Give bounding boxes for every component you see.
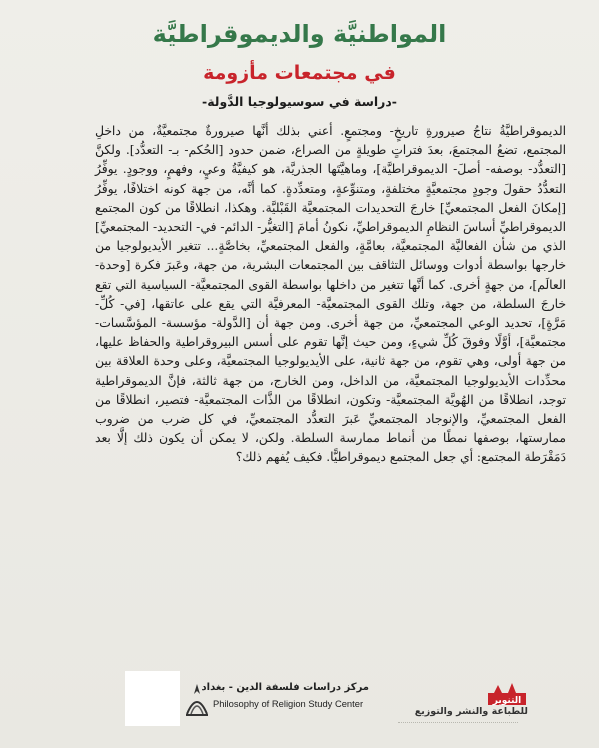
study-center-name-english: Philosophy of Religion Study Center [213, 698, 364, 709]
study-center-name-arabic: مركز دراسات فلسفة الدين - بغداد [201, 682, 369, 693]
publisher-divider [398, 722, 518, 727]
book-tagline: -دراسة في سوسيولوجيا الدَّولة- [202, 94, 397, 109]
book-subtitle: في مجتمعات مأزومة [203, 62, 396, 84]
publisher-logo-icon [488, 683, 526, 707]
book-title: المواطنيَّة والديموقراطيَّة [152, 20, 447, 48]
publisher-name: للطباعة والنشر والتوزيع [414, 706, 528, 717]
barcode-placeholder [125, 671, 180, 726]
publisher-logo-text: التنوير [492, 696, 522, 706]
back-cover-blurb: الديموقراطيَّةُ نتاجُ صيرورةِ تاريخٍ- ومجتمعٍ. أعني بذلك أنَّها صيرورةٌ مجتمعيَّةٌ، من داخلِ المجتمع، تضعُ المجتمعَ، بعدَ فتراتٍ طويلةٍ من الصراع، ضمن حدود [الحُكم- بـ- التعدُّد]. ولكنَّ [التعدُّد- بوصفه- أصلَ- الديموقراطيَّة]، وماهيَّتَها الجذريَّة، هو كيفيَّةُ وعيٍ، وفهمٍ، ووجودٍ. يوفِّرُ التعدُّدُ حقولَ وجودٍ مجتمعيَّةٍ مختلفةٍ، ومتنوِّعةٍ، ومتعدِّدةٍ. كما أنَّه، من جهة كونه اختلافًا، يوفِّرُ [إمكانَ الفعل المجتمعيِّ] خارجَ التحديدات المجتمعيَّة القَبْليَّة. وهكذا، انطلاقًا من كون المجتمع الديموقراطيِّ أساسَ النظامِ الديموقراطيِّ، نكونُ أمامَ [التغيُّر- الدائم- في- التحديد- المجتمعيِّ] الذي من شأن الفعاليَّة المجتمعيَّة، بعامَّةٍ، والفعل المجتمعيِّ، بخاصَّةٍ... تتغير الأيديولوجيا من خارجها بواسطة أدوات ووسائل التثاقف بين المجتمعات البشرية، من جهة، وعَبرَ فكرة [وحدة- العالَم]، من جهةٍ أخرى. كما أنَّها تتغير من داخلها بواسطة القوى المجتمعيَّة- السياسية التي تقع خارجَ السلطة، من جهة، وتلك القوى المجتمعيَّة- المعرفيَّة التي يقع على عاتقها، [في- كُلِّ- مَرَّةٍ]، تحديد الوعي المجتمعيِّ، من جهة أخرى. ومن جهة أن [الدَّولة- مؤسسة- المؤسَّسات- مجتمعيَّة]، أوَّلًا وفوقَ كُلِّ شيءٍ، ومن حيث إنَّها تقوم على أسس البيروقراطية والحفاظ عليها، من جهة أولى، وهي تقوم، من جهة ثانية، على الأيديولوجيا المجتمعيَّة، وعلى وحدة العلاقة بين محدِّدات الأيديولوجيا المجتمعيَّة، من الداخل، ومن الخارج، من جهة ثالثة، فإنَّ الديموقراطية توجد، انطلاقًا من الهُويَّة المجتمعيَّة- وتكون، انطلاقًا من الذَّات المجتمعيَّة- فتصير، انطلاقًا من الفعل المجتمعيِّ، والإنوجاد المجتمعيِّ عَبرَ التعدُّد المجتمعيِّ، في كل ضرب من ضروب ممارستها، بوصفها نمطًا من أنماط ممارسة السلطة. ولكن، لا يمكن أن يكون ذلك إلَّا بعد دَمَقْرَطة المجتمع: أي جعل المجتمع ديموقراطيًّا. فكيف يُفهم ذلك؟ [95, 124, 566, 465]
